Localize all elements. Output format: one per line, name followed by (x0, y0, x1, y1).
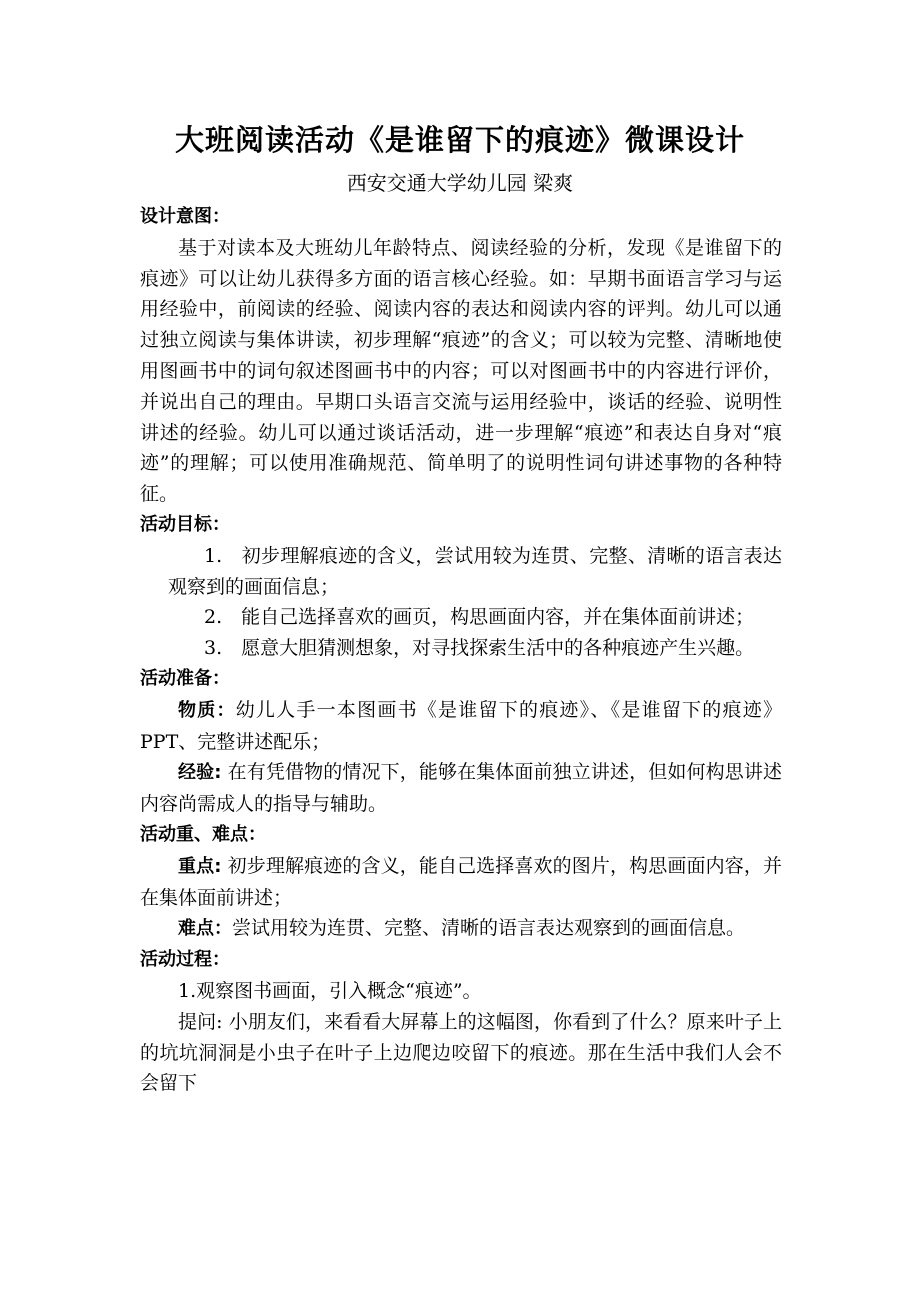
experience-label: 经验: (178, 762, 222, 784)
key-point-label: 重点: (178, 855, 222, 877)
difficult-point-label: 难点： (178, 918, 232, 940)
materials-text: 幼儿人手一本图画书《是谁留下的痕迹》、《是谁留下的痕迹》PPT、完整讲述配乐； (140, 698, 782, 753)
goal-item-3: 3. 愿意大胆猜测想象，对寻找探索生活中的各种痕迹产生兴趣。 (204, 637, 755, 660)
document-title: 大班阅读活动《是谁留下的痕迹》微课设计 (174, 123, 745, 157)
goal-item-2: 2. 能自己选择喜欢的画页，构思画面内容，并在集体面前讲述； (204, 606, 755, 629)
heading-activity-prep: 活动准备： (140, 667, 230, 689)
document-author: 西安交通大学幼儿园 梁爽 (346, 171, 574, 195)
heading-activity-process: 活动过程： (140, 949, 230, 971)
paragraph-materials (140, 695, 782, 758)
key-point-text: 初步理解痕迹的含义，能自己选择喜欢的图片，构思画面内容，并在集体面前讲述； (140, 854, 783, 909)
heading-activity-goals: 活动目标： (140, 513, 230, 535)
heading-design-intent: 设计意图： (140, 206, 230, 227)
paragraph-difficult-point (140, 913, 782, 945)
document-body (140, 202, 782, 1099)
process-question: 提问: 小朋友们，来看看大屏幕上的这幅图，你看到了什么？原来叶子上的坑坑洞洞是小虫子在叶子上边爬边咬留下的痕迹。那在生活中我们人会不会留下 (140, 1010, 782, 1095)
materials-label: 物质： (178, 699, 236, 721)
experience-text: 在有凭借物的情况下，能够在集体面前独立讲述，但如何构思讲述内容尚需成人的指导与辅助。 (140, 761, 783, 816)
heading-key-points: 活动重、难点： (140, 823, 266, 845)
paragraph-experience (140, 757, 782, 820)
goal-item-1: 1. 初步理解痕迹的含义，尝试用较为连贯、完整、清晰的语言表达观察到的画面信息； (168, 544, 782, 598)
process-step-1: 1.观察图书画面，引入概念“痕迹”。 (178, 979, 482, 1002)
paragraph-design-intent: 基于对读本及大班幼儿年龄特点、阅读经验的分析，发现《是谁留下的痕迹》可以让幼儿获得多方面的语言核心经验。如：早期书面语言学习与运用经验中，前阅读的经验、阅读内容的表达和阅读内容的评判。幼儿可以通过独立阅读与集体讲读，初步理解“痕迹”的含义；可以较为完整、清晰地使用图画书中的词句叙述图画书中的内容；可以对图画书中的内容进行评价，并说出自己的理由。早期口头语言交流与运用经验中，谈话的经验、说明性讲述的经验。幼儿可以通过谈话活动，进一步理解“痕迹”和表达自身对“痕迹”的理解；可以使用准确规范、简单明了的说明性词句讲述事物的各种特征。 (140, 236, 782, 506)
difficult-point-text: 尝试用较为连贯、完整、清晰的语言表达观察到的画面信息。 (232, 917, 746, 940)
paragraph-key-point (140, 851, 782, 914)
